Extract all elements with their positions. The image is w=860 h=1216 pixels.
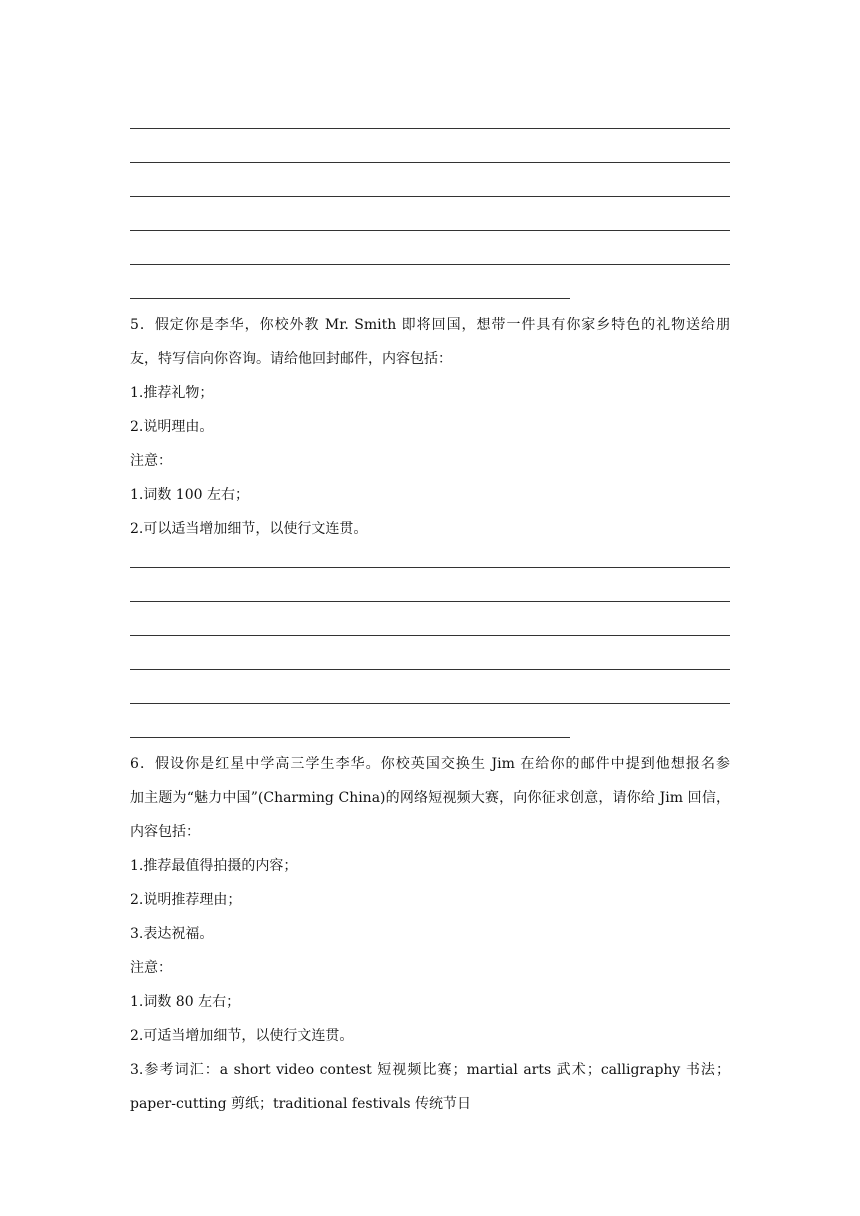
answer-line <box>130 230 730 231</box>
question-5-note-label: 注意： <box>130 453 172 469</box>
answer-line <box>130 567 730 568</box>
answer-line <box>130 703 730 704</box>
answer-line <box>130 601 730 602</box>
question-5-prompt-line2: 友，特写信向你咨询。请给他回封邮件，内容包括： <box>130 351 452 367</box>
question-6-prompt-line1: 6．假设你是红星中学高三学生李华。你校英国交换生 Jim 在给你的邮件中提到他想报名参 <box>130 756 730 772</box>
question-6-note-3-continued: paper-cutting 剪纸；traditional festivals 传统节日 <box>130 1096 472 1112</box>
question-6-prompt-line2: 加主题为“魅力中国”(Charming China)的网络短视频大赛，向你征求创意，请你给 Jim 回信， <box>130 790 730 806</box>
question-6-requirement-1: 1.推荐最值得拍摄的内容； <box>130 858 298 874</box>
answer-line <box>130 298 570 299</box>
answer-line <box>130 162 730 163</box>
answer-line <box>130 737 570 738</box>
question-6-note-3: 3.参考词汇：a short video contest 短视频比赛；martial arts 武术；calligraphy 书法； <box>130 1062 730 1078</box>
question-6-prompt-line3: 内容包括： <box>130 824 200 840</box>
question-6-note-label: 注意： <box>130 960 172 976</box>
question-6-note-1: 1.词数 80 左右； <box>130 994 241 1010</box>
question-6-requirement-3: 3.表达祝福。 <box>130 926 214 942</box>
answer-line <box>130 264 730 265</box>
question-5-note-2: 2.可以适当增加细节，以使行文连贯。 <box>130 521 368 537</box>
answer-line <box>130 635 730 636</box>
question-6-note-2: 2.可适当增加细节，以使行文连贯。 <box>130 1028 354 1044</box>
question-5-requirement-2: 2.说明理由。 <box>130 419 214 435</box>
question-5-requirement-1: 1.推荐礼物； <box>130 385 214 401</box>
answer-line <box>130 196 730 197</box>
question-5-note-1: 1.词数 100 左右； <box>130 487 249 503</box>
answer-line <box>130 669 730 670</box>
question-5-prompt-line1: 5．假定你是李华，你校外教 Mr. Smith 即将回国，想带一件具有你家乡特色的礼物送给朋 <box>130 317 730 333</box>
answer-line <box>130 128 730 129</box>
question-6-requirement-2: 2.说明推荐理由； <box>130 892 242 908</box>
